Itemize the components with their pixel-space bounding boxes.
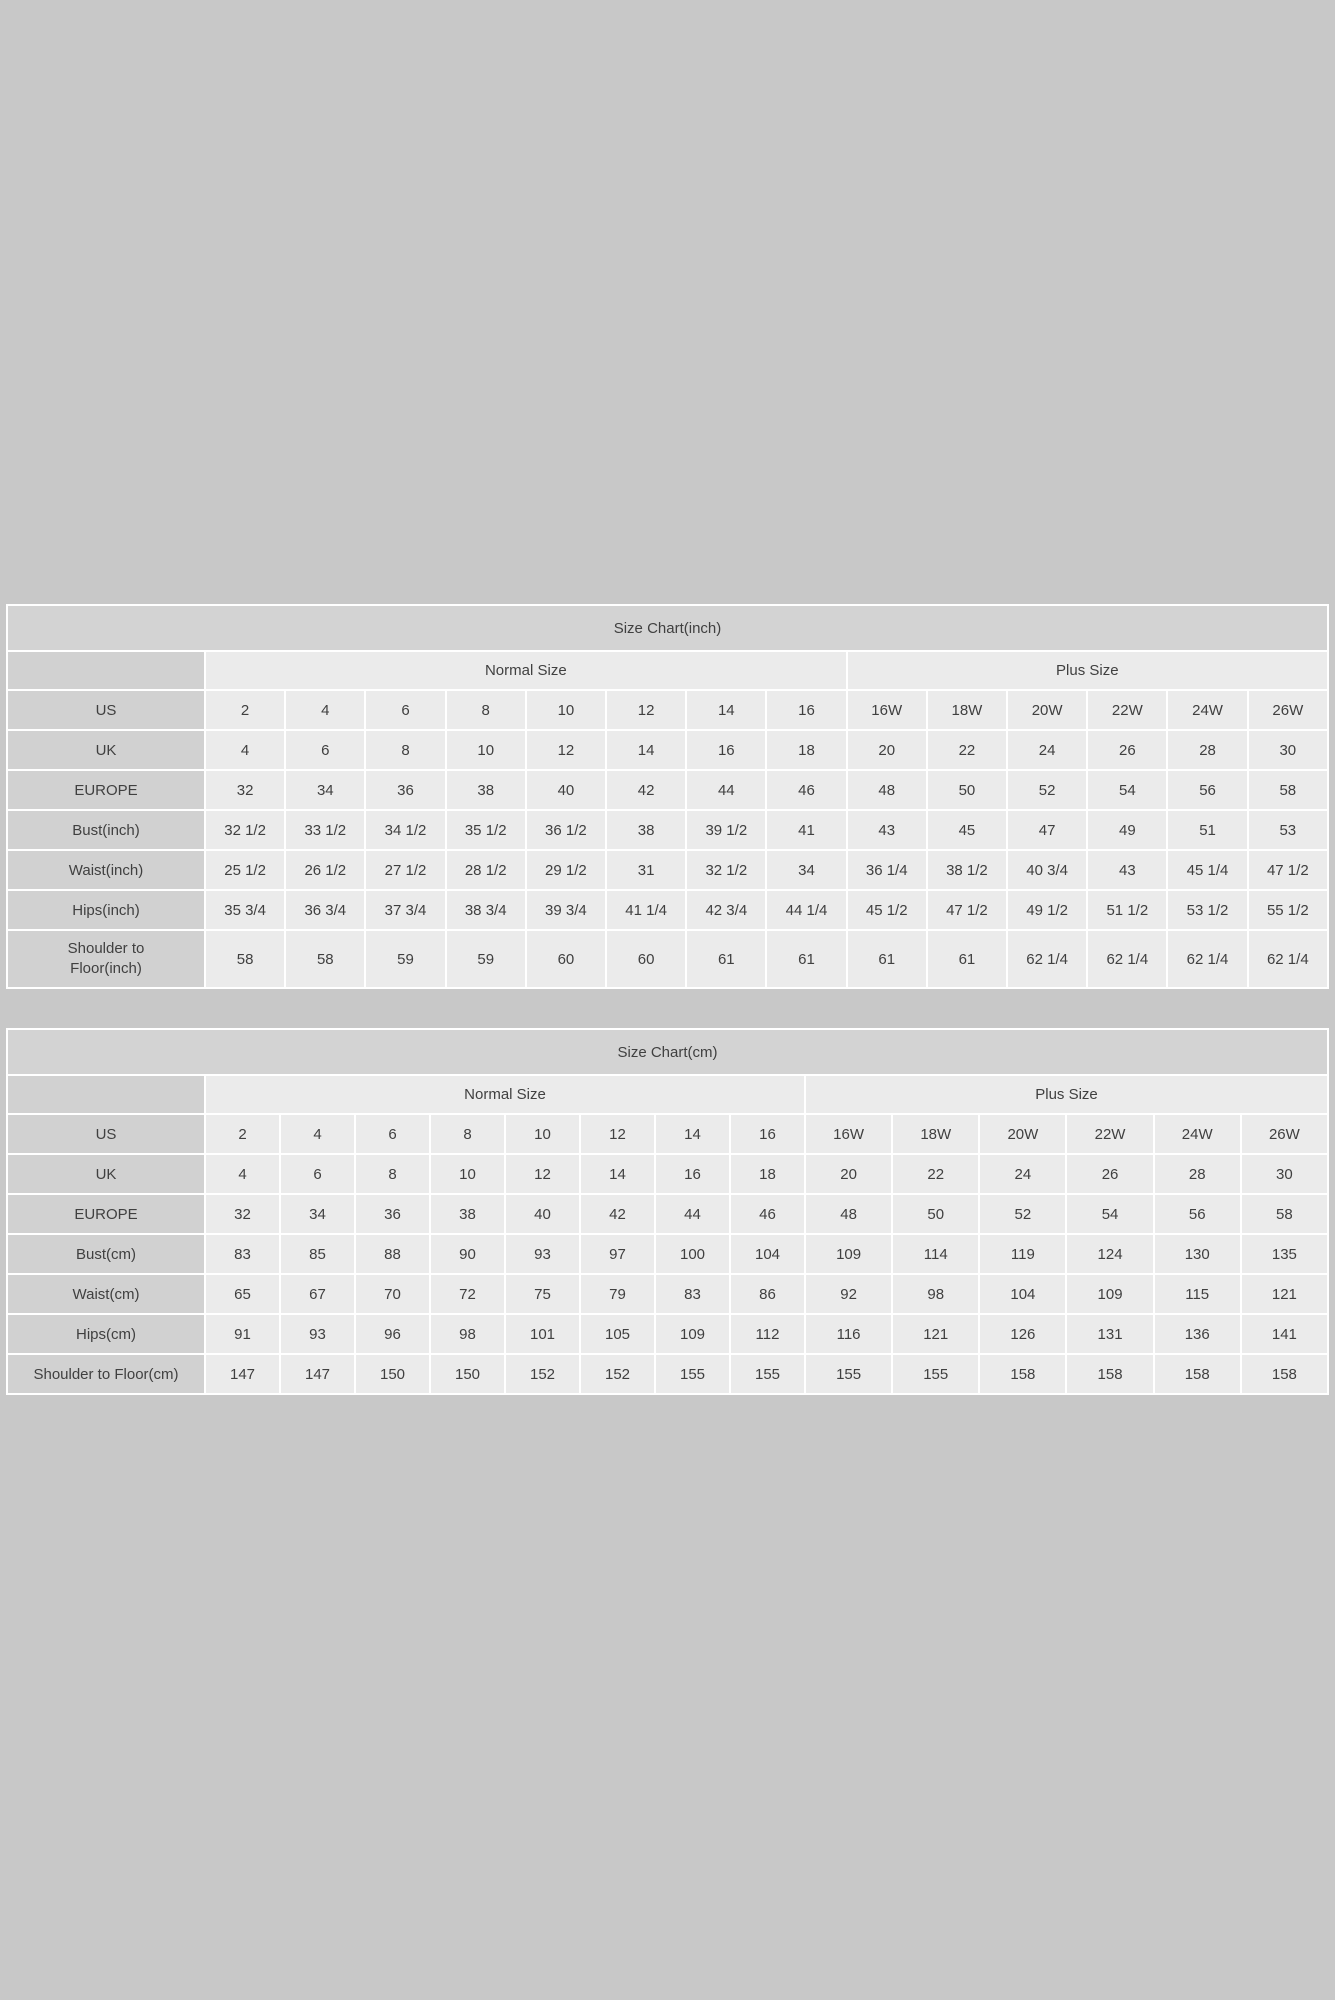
size-cell: 10: [431, 1155, 504, 1193]
size-cell: 4: [206, 731, 284, 769]
row-header-label: EUROPE: [74, 781, 138, 799]
size-cell: 6: [366, 691, 444, 729]
size-cell: 45 1/2: [848, 891, 926, 929]
size-cell: 14: [607, 731, 685, 769]
size-cell: 86: [731, 1275, 804, 1313]
row-header-waist-inch: [8, 851, 204, 889]
size-chart-table: [6, 1028, 1329, 1395]
size-cell: 6: [356, 1115, 429, 1153]
size-cell: 104: [731, 1235, 804, 1273]
size-cell: 150: [431, 1355, 504, 1393]
size-cell: 70: [356, 1275, 429, 1313]
size-cell: 20: [848, 731, 926, 769]
row-header-label: Waist(cm): [72, 1285, 140, 1303]
size-cell: 16: [731, 1115, 804, 1153]
size-cell: 12: [506, 1155, 579, 1193]
size-cell: 158: [1155, 1355, 1240, 1393]
size-cell: 36 1/2: [527, 811, 605, 849]
size-cell: 58: [286, 931, 364, 987]
size-cell: 105: [581, 1315, 654, 1353]
row-header-label: EUROPE: [74, 1205, 138, 1223]
size-cell: 155: [893, 1355, 978, 1393]
size-cell: 100: [656, 1235, 729, 1273]
row-header-europe: [8, 771, 204, 809]
row-header-uk: [8, 1155, 204, 1193]
size-cell: 16W: [806, 1115, 891, 1153]
table-row: [8, 1315, 1327, 1353]
table-title-row: [8, 606, 1327, 650]
size-cell: 48: [848, 771, 926, 809]
size-cell: 83: [656, 1275, 729, 1313]
size-cell: 158: [980, 1355, 1065, 1393]
size-cell: 88: [356, 1235, 429, 1273]
row-header-us: [8, 691, 204, 729]
size-cell: 130: [1155, 1235, 1240, 1273]
size-cell: 32 1/2: [206, 811, 284, 849]
row-header-label: US: [95, 1125, 117, 1143]
size-cell: 22: [893, 1155, 978, 1193]
size-cell: 54: [1067, 1195, 1152, 1233]
size-cell: 98: [431, 1315, 504, 1353]
size-cell: 10: [527, 691, 605, 729]
size-cell: 44 1/4: [767, 891, 845, 929]
row-header-label: Hips(cm): [76, 1325, 136, 1343]
size-cell: 16: [656, 1155, 729, 1193]
size-cell: 141: [1242, 1315, 1327, 1353]
table-row: [8, 1355, 1327, 1393]
size-cell: 12: [581, 1115, 654, 1153]
size-cell: 152: [581, 1355, 654, 1393]
size-cell: 53 1/2: [1168, 891, 1246, 929]
table-row: [8, 731, 1327, 769]
size-cell: 38: [607, 811, 685, 849]
size-cell: 150: [356, 1355, 429, 1393]
table-title: Size Chart(cm): [8, 1030, 1327, 1074]
size-cell: 72: [431, 1275, 504, 1313]
size-cell: 61: [687, 931, 765, 987]
row-header-label: Waist(inch): [68, 861, 144, 879]
size-cell: 32: [206, 771, 284, 809]
size-cell: 38 3/4: [447, 891, 525, 929]
size-cell: 58: [1242, 1195, 1327, 1233]
size-cell: 24W: [1155, 1115, 1240, 1153]
size-cell: 8: [366, 731, 444, 769]
group-header-plus-size: Plus Size: [806, 1076, 1327, 1113]
size-cell: 10: [447, 731, 525, 769]
size-cell: 35 3/4: [206, 891, 284, 929]
size-cell: 28: [1168, 731, 1246, 769]
size-cell: 34 1/2: [366, 811, 444, 849]
size-cell: 35 1/2: [447, 811, 525, 849]
size-cell: 26: [1088, 731, 1166, 769]
size-cell: 58: [206, 931, 284, 987]
row-header-bust-cm: [8, 1235, 204, 1273]
table-row: [8, 1155, 1327, 1193]
size-cell: 36 3/4: [286, 891, 364, 929]
size-cell: 39 3/4: [527, 891, 605, 929]
size-cell: 59: [447, 931, 525, 987]
size-cell: 6: [281, 1155, 354, 1193]
size-cell: 109: [656, 1315, 729, 1353]
size-cell: 16W: [848, 691, 926, 729]
table-row: [8, 1115, 1327, 1153]
table-row: [8, 1235, 1327, 1273]
size-cell: 24W: [1168, 691, 1246, 729]
size-cell: 42: [607, 771, 685, 809]
size-cell: 29 1/2: [527, 851, 605, 889]
size-cell: 31: [607, 851, 685, 889]
table-row: [8, 931, 1327, 987]
size-cell: 38 1/2: [928, 851, 1006, 889]
size-cell: 36 1/4: [848, 851, 926, 889]
size-cell: 104: [980, 1275, 1065, 1313]
row-header-waist-cm: [8, 1275, 204, 1313]
size-cell: 12: [607, 691, 685, 729]
row-header-europe: [8, 1195, 204, 1233]
size-cell: 33 1/2: [286, 811, 364, 849]
size-cell: 158: [1242, 1355, 1327, 1393]
size-cell: 38: [431, 1195, 504, 1233]
row-header-label: UK: [95, 741, 117, 759]
size-cell: 28: [1155, 1155, 1240, 1193]
size-cell: 136: [1155, 1315, 1240, 1353]
size-cell: 37 3/4: [366, 891, 444, 929]
table-title-row: [8, 1030, 1327, 1074]
size-cell: 14: [687, 691, 765, 729]
size-cell: 22: [928, 731, 1006, 769]
size-cell: 14: [656, 1115, 729, 1153]
size-cell: 93: [506, 1235, 579, 1273]
size-cell: 60: [527, 931, 605, 987]
size-cell: 12: [527, 731, 605, 769]
size-cell: 61: [928, 931, 1006, 987]
size-cell: 42: [581, 1195, 654, 1233]
size-cell: 119: [980, 1235, 1065, 1273]
row-header-label: UK: [95, 1165, 117, 1183]
size-cell: 26 1/2: [286, 851, 364, 889]
size-cell: 20W: [980, 1115, 1065, 1153]
size-chart-inch-section: [6, 604, 1329, 989]
corner-cell: [8, 1076, 204, 1113]
size-cell: 47 1/2: [1249, 851, 1327, 889]
size-cell: 114: [893, 1235, 978, 1273]
size-cell: 131: [1067, 1315, 1152, 1353]
size-cell: 4: [286, 691, 364, 729]
row-header-uk: [8, 731, 204, 769]
size-cell: 115: [1155, 1275, 1240, 1313]
size-cell: 41 1/4: [607, 891, 685, 929]
size-cell: 65: [206, 1275, 279, 1313]
row-header-label: US: [95, 701, 117, 719]
size-cell: 62 1/4: [1249, 931, 1327, 987]
size-cell: 25 1/2: [206, 851, 284, 889]
size-cell: 56: [1155, 1195, 1240, 1233]
size-cell: 116: [806, 1315, 891, 1353]
size-cell: 91: [206, 1315, 279, 1353]
size-cell: 54: [1088, 771, 1166, 809]
size-cell: 83: [206, 1235, 279, 1273]
size-cell: 4: [206, 1155, 279, 1193]
row-header-hips-cm: [8, 1315, 204, 1353]
size-cell: 34: [281, 1195, 354, 1233]
row-header-label: Hips(inch): [72, 901, 140, 919]
table-row: [8, 1195, 1327, 1233]
size-cell: 48: [806, 1195, 891, 1233]
size-cell: 50: [893, 1195, 978, 1233]
size-chart-table: [6, 604, 1329, 989]
row-header-hips-inch: [8, 891, 204, 929]
size-cell: 97: [581, 1235, 654, 1273]
size-cell: 30: [1249, 731, 1327, 769]
size-cell: 24: [980, 1155, 1065, 1193]
row-header-label: Bust(cm): [76, 1245, 136, 1263]
size-cell: 152: [506, 1355, 579, 1393]
row-header-us: [8, 1115, 204, 1153]
size-cell: 43: [1088, 851, 1166, 889]
size-cell: 60: [607, 931, 685, 987]
size-cell: 52: [1008, 771, 1086, 809]
size-cell: 112: [731, 1315, 804, 1353]
table-row: [8, 891, 1327, 929]
size-cell: 61: [848, 931, 926, 987]
size-cell: 2: [206, 691, 284, 729]
row-header-label: Shoulder to Floor(cm): [33, 1365, 179, 1383]
size-cell: 135: [1242, 1235, 1327, 1273]
size-cell: 18W: [893, 1115, 978, 1153]
size-cell: 27 1/2: [366, 851, 444, 889]
size-cell: 79: [581, 1275, 654, 1313]
size-cell: 96: [356, 1315, 429, 1353]
corner-cell: [8, 652, 204, 689]
size-cell: 52: [980, 1195, 1065, 1233]
group-header-normal-size: Normal Size: [206, 1076, 804, 1113]
table-row: [8, 771, 1327, 809]
row-header-label: Shoulder to Floor(inch): [67, 939, 145, 977]
size-cell: 14: [581, 1155, 654, 1193]
size-cell: 155: [656, 1355, 729, 1393]
table-row: [8, 851, 1327, 889]
size-cell: 126: [980, 1315, 1065, 1353]
size-cell: 18W: [928, 691, 1006, 729]
size-cell: 28 1/2: [447, 851, 525, 889]
size-cell: 16: [767, 691, 845, 729]
size-cell: 22W: [1088, 691, 1166, 729]
size-cell: 22W: [1067, 1115, 1152, 1153]
size-cell: 158: [1067, 1355, 1152, 1393]
size-cell: 10: [506, 1115, 579, 1153]
size-cell: 121: [893, 1315, 978, 1353]
size-cell: 20W: [1008, 691, 1086, 729]
size-cell: 61: [767, 931, 845, 987]
size-cell: 101: [506, 1315, 579, 1353]
size-cell: 147: [281, 1355, 354, 1393]
size-cell: 38: [447, 771, 525, 809]
size-cell: 92: [806, 1275, 891, 1313]
size-cell: 4: [281, 1115, 354, 1153]
size-cell: 24: [1008, 731, 1086, 769]
size-cell: 56: [1168, 771, 1246, 809]
size-cell: 46: [731, 1195, 804, 1233]
size-cell: 85: [281, 1235, 354, 1273]
size-cell: 18: [731, 1155, 804, 1193]
group-header-plus-size: Plus Size: [848, 652, 1327, 689]
table-row: [8, 811, 1327, 849]
row-header-shoulder-to-floor-cm: [8, 1355, 204, 1393]
size-cell: 90: [431, 1235, 504, 1273]
size-cell: 8: [447, 691, 525, 729]
size-cell: 58: [1249, 771, 1327, 809]
size-cell: 8: [356, 1155, 429, 1193]
size-cell: 40 3/4: [1008, 851, 1086, 889]
size-cell: 93: [281, 1315, 354, 1353]
size-cell: 155: [806, 1355, 891, 1393]
size-cell: 26W: [1242, 1115, 1327, 1153]
size-cell: 8: [431, 1115, 504, 1153]
size-cell: 109: [1067, 1275, 1152, 1313]
size-cell: 50: [928, 771, 1006, 809]
size-cell: 20: [806, 1155, 891, 1193]
size-cell: 36: [366, 771, 444, 809]
size-cell: 98: [893, 1275, 978, 1313]
group-header-normal-size: Normal Size: [206, 652, 846, 689]
size-cell: 51 1/2: [1088, 891, 1166, 929]
size-cell: 36: [356, 1195, 429, 1233]
size-cell: 62 1/4: [1088, 931, 1166, 987]
size-cell: 26: [1067, 1155, 1152, 1193]
row-header-shoulder-to-floor-inch: [8, 931, 204, 987]
size-cell: 45: [928, 811, 1006, 849]
row-header-bust-inch: [8, 811, 204, 849]
size-cell: 45 1/4: [1168, 851, 1246, 889]
size-cell: 124: [1067, 1235, 1152, 1273]
size-cell: 39 1/2: [687, 811, 765, 849]
size-cell: 34: [286, 771, 364, 809]
size-cell: 44: [687, 771, 765, 809]
size-cell: 62 1/4: [1008, 931, 1086, 987]
size-cell: 42 3/4: [687, 891, 765, 929]
size-cell: 62 1/4: [1168, 931, 1246, 987]
size-cell: 121: [1242, 1275, 1327, 1313]
table-row: [8, 1275, 1327, 1313]
size-cell: 47: [1008, 811, 1086, 849]
size-cell: 49: [1088, 811, 1166, 849]
group-header-row: [8, 652, 1327, 689]
size-cell: 67: [281, 1275, 354, 1313]
row-header-label: Bust(inch): [72, 821, 140, 839]
size-cell: 155: [731, 1355, 804, 1393]
size-cell: 147: [206, 1355, 279, 1393]
size-chart-cm-section: [6, 1028, 1329, 1395]
size-cell: 30: [1242, 1155, 1327, 1193]
size-cell: 43: [848, 811, 926, 849]
size-cell: 44: [656, 1195, 729, 1233]
size-cell: 46: [767, 771, 845, 809]
size-cell: 2: [206, 1115, 279, 1153]
size-cell: 34: [767, 851, 845, 889]
size-cell: 109: [806, 1235, 891, 1273]
size-cell: 16: [687, 731, 765, 769]
size-cell: 32 1/2: [687, 851, 765, 889]
size-cell: 49 1/2: [1008, 891, 1086, 929]
size-cell: 40: [527, 771, 605, 809]
size-cell: 55 1/2: [1249, 891, 1327, 929]
size-cell: 6: [286, 731, 364, 769]
table-row: [8, 691, 1327, 729]
size-cell: 59: [366, 931, 444, 987]
size-cell: 32: [206, 1195, 279, 1233]
size-cell: 40: [506, 1195, 579, 1233]
size-cell: 26W: [1249, 691, 1327, 729]
size-cell: 75: [506, 1275, 579, 1313]
size-cell: 47 1/2: [928, 891, 1006, 929]
size-cell: 41: [767, 811, 845, 849]
size-cell: 51: [1168, 811, 1246, 849]
table-title: Size Chart(inch): [8, 606, 1327, 650]
size-cell: 18: [767, 731, 845, 769]
group-header-row: [8, 1076, 1327, 1113]
size-cell: 53: [1249, 811, 1327, 849]
